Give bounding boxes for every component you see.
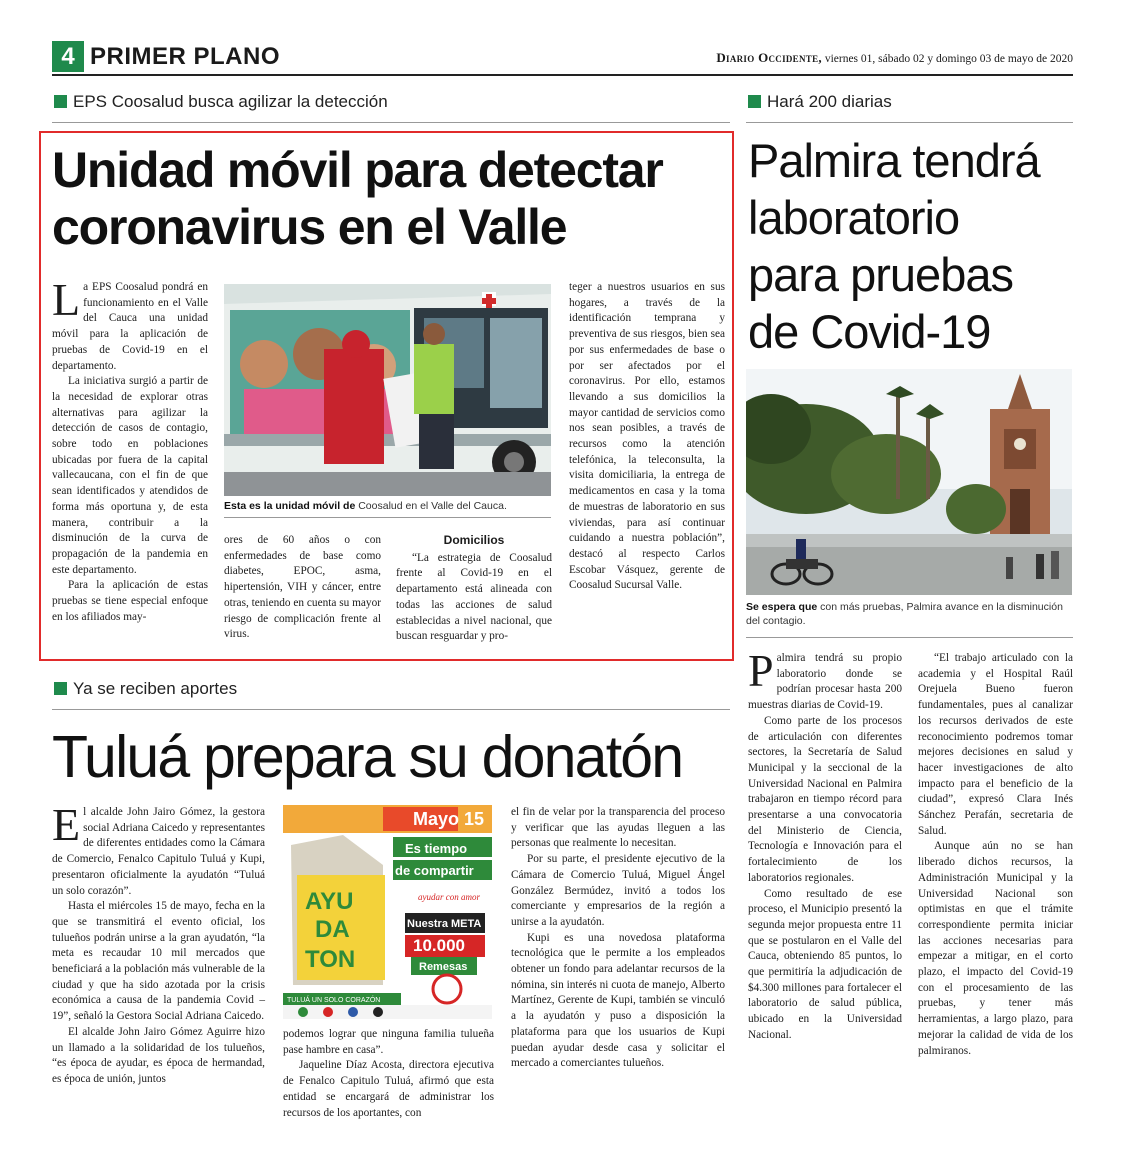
sponsor-logo-icon: [373, 1007, 383, 1017]
article2-column-2: [918, 651, 1073, 1059]
poster-logo-line3: TON: [305, 946, 356, 973]
dropcap: E: [52, 799, 81, 850]
palmira-plaza-photo: [746, 369, 1072, 595]
article3-column-3: [511, 805, 725, 1072]
paragraph: almira tendrá su propio laboratorio donde se podrían procesar hasta 200 muestras diarias de Covid-19.: [748, 652, 902, 712]
article1-column-2: [224, 533, 381, 643]
headline-line: Palmira tendrá: [748, 134, 1040, 187]
paragraph: a EPS Coosalud pondrá en funcionamiento en el Valle del Cauca una unidad móvil para la aplicación de pruebas de Covid-19 en el departamento.: [52, 281, 208, 372]
poster-es-tiempo: Es tiempo: [405, 841, 468, 856]
kicker-square-icon: [54, 682, 67, 695]
kicker-rule: [52, 122, 730, 123]
paragraph: teger a nuestros usuarios en sus hogares, a través de la identificación temprana y preventiva de sus riesgos, bien sea por sus enfermedades de base o por ser afectados por el coronavirus. Por ello, estamos llevando a sus domicilios la mayor cantidad de servicios como nos sean posibles, a través de recursos como la atención telefónica, la teleconsulta, la visita domiciliaria, la entrega de medicamentos en casa y la toma de muestras de laboratorio en sus viviendas, para así continuar cuidando a nuestra población”, destacó al respecto Carlos Escobar Vásquez, gerente de Coosalud Sucursal Valle.: [569, 281, 725, 592]
article1-headline: [52, 142, 727, 256]
caption-bold: Esta es la unidad móvil de: [224, 500, 356, 512]
newspaper-name: Diario Occidente,: [716, 50, 822, 65]
poster-meta-unit: Remesas: [419, 961, 468, 973]
poster-meta-label: Nuestra META: [407, 918, 482, 930]
article2-kicker: [748, 92, 892, 112]
kicker-rule: [52, 709, 730, 710]
kicker-text: EPS Coosalud busca agilizar la detección: [73, 92, 388, 111]
headline-line: de Covid-19: [748, 305, 991, 358]
paragraph: podemos lograr que ninguna familia tulueña pase hambre en casa”.: [283, 1028, 494, 1056]
ayudaton-poster: [283, 805, 492, 1019]
paragraph: La iniciativa surgió a partir de la necesidad de explorar otras alternativas para agilizar la detección de casos de contagio, sobre todo en poblaciones ubicadas por fuera de la capital vallecaucana, con el fin de que sean identificados y atendidos de forma más oportuna y, de esta manera, contribuir a la disminución de la curva de propagación de la pandemia en este departamento.: [52, 375, 208, 576]
paragraph: “La estrategia de Coosalud frente al Covid-19 en el departamento está alineada con todas las acciones de salud establecidas a nivel nacional, que buscan resguardar y pro-: [396, 551, 552, 643]
article1-column-3: [396, 533, 552, 645]
kicker-text: Ya se reciben aportes: [73, 679, 238, 698]
article3-kicker: [54, 679, 237, 699]
article2-headline: [748, 132, 1073, 360]
kicker-square-icon: [748, 95, 761, 108]
dropcap: P: [748, 645, 774, 696]
paragraph: “El trabajo articulado con la academia y el Hospital Raúl Orejuela Bueno fueron fundamentales, pues al canalizar los recursos derivados de este reconocimiento podremos tomar mejores decisiones en salud y hacer investigaciones de alto impacto para el beneficio de la ciudad”, expresó Clara Inés Sánchez Perafán, secretaria de Salud.: [918, 652, 1073, 837]
article2-column-1: [748, 645, 902, 1044]
article3-column-2: [283, 1027, 494, 1121]
paragraph: Como resultado de ese proceso, el Municipio presentó la segunda mejor propuesta entre 11 que se postularon en el Valle del Cauca, obteniendo 85 puntos, lo que permitiría la adjudicación de $4.300 millones para fortalecer el laboratorio de salud pública, ubicado en la Universidad Nacional.: [748, 887, 902, 1041]
article3-column-1: [52, 799, 265, 1088]
masthead: [716, 50, 1073, 66]
poster-ayudar: ayudar con amor: [418, 892, 480, 902]
kicker-square-icon: [54, 95, 67, 108]
bus-photo: [224, 284, 551, 496]
headline-line: para pruebas: [748, 248, 1013, 301]
article1-caption: [224, 499, 551, 513]
headline-line: Unidad móvil para detectar: [52, 142, 663, 198]
subhead: Domicilios: [443, 533, 505, 547]
sponsor-logo-icon: [348, 1007, 358, 1017]
issue-date: viernes 01, sábado 02 y domingo 03 de mayo de 2020: [821, 53, 1073, 65]
paragraph: ores de 60 años o con enfermedades de base como diabetes, EPOC, asma, hipertensión, VIH y cáncer, entre otras, teniendo en cuenta su mayor riesgo de complicación frente al virus.: [224, 534, 381, 641]
paragraph: Hasta el miércoles 15 de mayo, fecha en la que se transmitirá el evento oficial, los tulueños podrán unirse a la gran ayudatón, “la meta es recaudar 10 mil mercados que beneficiará a la población más vulnerable de la ciudad y que ha sido azotada por la crisis económica a causa de la pandemia Covid – 19”, señaló la Gestora Social Adriana Caicedo.: [52, 900, 265, 1023]
paragraph: El alcalde John Jairo Gómez Aguirre hizo un llamado a la solidaridad de los tulueños, “es época de ayudar, es época de hermandad, es época de unión, juntos: [52, 1025, 265, 1085]
paragraph: Aunque aún no se han liberado dichos recursos, la Administración Municipal y la Universidad Nacional son optimistas en que el trámite correspondiente permita iniciar las acciones necesarias para empezar a mitigar, en el corto plazo, el impacto del Covid-19 con el procesamiento de las pruebas, y tener más herramientas, a largo plazo, para mejorar la calidad de vida de los palmiranos.: [918, 840, 1073, 1057]
article1-kicker: [54, 92, 388, 112]
paragraph: l alcalde John Jairo Gómez, la gestora social Adriana Caicedo y representantes de diferentes entidades como la Cámara de Comercio, Fenalco Capitulo Tuluá y Kupi, presentaron oficialmente la ayudatón “Tuluá un solo corazón”.: [52, 806, 265, 897]
kicker-text: Hará 200 diarias: [767, 92, 892, 111]
headline-line: coronavirus en el Valle: [52, 199, 567, 255]
headline-line: laboratorio: [748, 191, 960, 244]
caption-text: con más pruebas, Palmira avance en la disminución del contagio.: [746, 601, 1063, 627]
paragraph: Por su parte, el presidente ejecutivo de la Cámara de Comercio Tuluá, Miguel Ángel González Bermúdez, invitó a todos los comerciante y empresarios de la región a unirse a la ayudatón.: [511, 853, 725, 928]
paragraph: Kupi es una novedosa plataforma tecnológica que le permite a los empleados obtener un fondo para adelantar recursos de la nómina, sin interés ni cuota de manejo, Alberto Martínez, Gerente de Kupi, también se vinculó a la ayudatón y puso a disposición la plataforma para que los usuarios de Kupi puedan ayudar desde casa y solicitar el mercado a comerciantes tulueños.: [511, 931, 725, 1070]
page-number: 4: [52, 41, 84, 72]
poster-tagline: TULUÁ UN SOLO CORAZÓN: [287, 997, 381, 1004]
caption-bold: Se espera que: [746, 601, 818, 613]
poster-logo-line2: DA: [315, 916, 350, 943]
article2-caption: [746, 600, 1072, 628]
poster-meta-value: 10.000: [413, 936, 465, 955]
article1-column-1: [52, 274, 208, 625]
paragraph: Jaqueline Díaz Acosta, directora ejecutiva de Fenalco Capitulo Tuluá, afirmó que esta entidad se encargará de administrar los recursos de los aportantes, con: [283, 1059, 494, 1119]
kicker-rule: [746, 122, 1073, 123]
article1-column-4: [569, 280, 725, 594]
paragraph: el fin de velar por la transparencia del proceso y verificar que las ayudas lleguen a las personas que realmente lo necesitan.: [511, 806, 725, 850]
paragraph: Como parte de los procesos de articulación con diferentes sectores, la Secretaría de Salud Municipal y la seccional de la Universidad Nacional en Palmira trabajaron en tiempo récord para presentarse a una convocatoria del Ministerio de Ciencia, Tecnología e Innovación para el fortalecimiento de los laboratorios regionales.: [748, 714, 902, 884]
caption-rule: [224, 517, 551, 518]
sponsor-logo-icon: [298, 1007, 308, 1017]
caption-text: Coosalud en el Valle del Cauca.: [355, 500, 507, 512]
poster-logo-line1: AYU: [305, 888, 354, 915]
header-rule: [52, 74, 1073, 76]
paragraph: Para la aplicación de estas pruebas se tiene especial enfoque en los afiliados may-: [52, 579, 208, 623]
poster-compartir: de compartir: [395, 863, 474, 878]
caption-rule: [746, 637, 1073, 638]
poster-date: Mayo 15: [413, 809, 485, 829]
section-title: PRIMER PLANO: [90, 43, 281, 70]
sponsor-logo-icon: [323, 1007, 333, 1017]
dropcap: L: [52, 274, 81, 325]
article3-headline: Tuluá prepara su donatón: [52, 724, 683, 790]
